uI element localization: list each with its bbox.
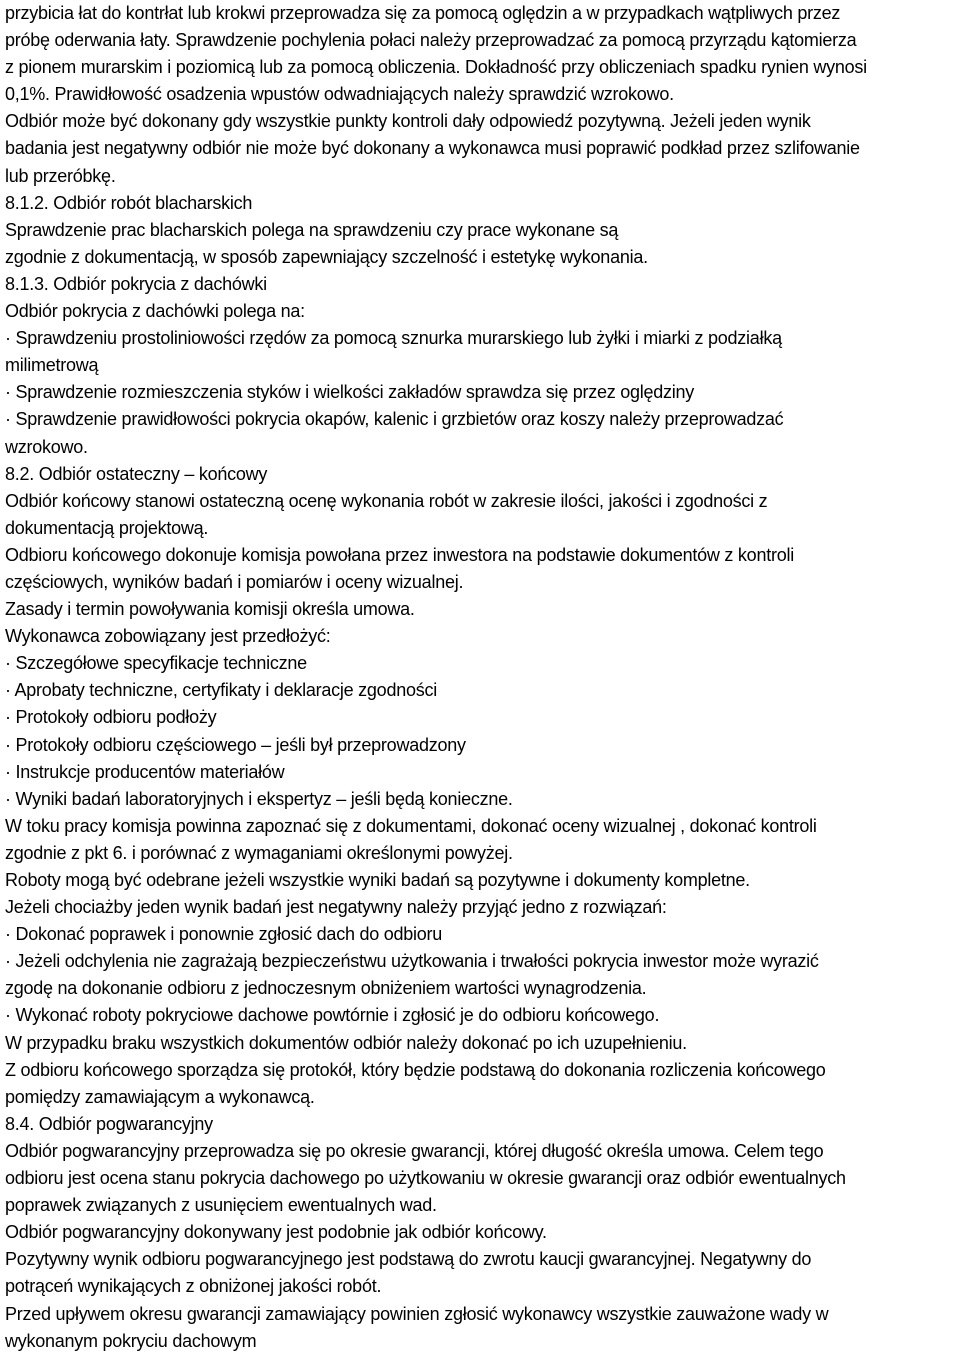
list-item: · Szczegółowe specyfikacje techniczne (5, 653, 307, 674)
list-item: · Protokoły odbioru podłoży (5, 707, 217, 728)
section-heading: 8.4. Odbiór pogwarancyjny (5, 1113, 213, 1134)
text-line: Odbiór pokrycia z dachówki polega na: (5, 301, 305, 322)
text-line: Pozytywny wynik odbioru pogwarancyjnego jest podstawą do zwrotu kaucji gwarancyjnej. Negatywny do (5, 1249, 812, 1270)
text-line: próbę oderwania łaty. Sprawdzenie pochylenia połaci należy przeprowadzać za pomocą przyrządu kątomierza (5, 30, 857, 51)
text-line: odbioru jest ocena stanu pokrycia dachowego po użytkowaniu w okresie gwarancji oraz odbiór ewentualnych (5, 1168, 846, 1189)
text-line: częściowych, wyników badań i pomiarów i oceny wizualnej. (5, 571, 464, 592)
text-line: Wykonawca zobowiązany jest przedłożyć: (5, 626, 331, 647)
list-item: · Aprobaty techniczne, certyfikaty i deklaracje zgodności (5, 680, 437, 701)
text-line: Odbiór pogwarancyjny przeprowadza się po okresie gwarancji, której długość określa umowa. Celem tego (5, 1140, 824, 1161)
section-heading: 8.2. Odbiór ostateczny – końcowy (5, 463, 268, 484)
list-item: · Wykonać roboty pokryciowe dachowe powtórnie i zgłosić je do odbioru końcowego. (5, 1005, 660, 1026)
text-line: przybicia łat do kontrłat lub krokwi przeprowadza się za pomocą oględzin a w przypadkach wątpliwych przez (5, 3, 841, 23)
text-line: 0,1%. Prawidłowość osadzenia wpustów odwadniających należy sprawdzić wzrokowo. (5, 84, 674, 105)
list-item: · Sprawdzenie prawidłowości pokrycia okapów, kalenic i grzbietów oraz koszy należy przeprowadzać (5, 409, 784, 430)
list-item-continuation: milimetrową (5, 355, 99, 376)
text-line: Odbioru końcowego dokonuje komisja powołana przez inwestora na podstawie dokumentów z kontroli (5, 544, 794, 565)
text-line: wykonanym pokryciu dachowym (5, 1330, 257, 1351)
text-line: poprawek związanych z usunięciem ewentualnych wad. (5, 1195, 437, 1216)
text-line: Odbiór może być dokonany gdy wszystkie punkty kontroli dały odpowiedź pozytywną. Jeżeli jeden wynik (5, 111, 811, 132)
text-line: Przed upływem okresu gwarancji zamawiający powinien zgłosić wykonawcy wszystkie zauważone wady w (5, 1303, 829, 1324)
text-line: Sprawdzenie prac blacharskich polega na sprawdzeniu czy prace wykonane są (5, 219, 619, 240)
text-line: zgodnie z dokumentacją, w sposób zapewniający szczelność i estetykę wykonania. (5, 246, 648, 267)
text-line: potrąceń wynikających z obniżonej jakości robót. (5, 1276, 382, 1297)
list-item: · Jeżeli odchylenia nie zagrażają bezpieczeństwu użytkowania i trwałości pokrycia inwestor może wyrazić (5, 951, 819, 972)
section-heading: 8.1.2. Odbiór robót blacharskich (5, 192, 253, 213)
text-line: Odbiór końcowy stanowi ostateczną ocenę wykonania robót w zakresie ilości, jakości i zgodności z (5, 490, 768, 511)
text-line: z pionem murarskim i poziomicą lub za pomocą obliczenia. Dokładność przy obliczeniach spadku rynien wynosi (5, 57, 867, 78)
text-line: dokumentacją projektową. (5, 517, 209, 538)
text-line: pomiędzy zamawiającym a wykonawcą. (5, 1086, 315, 1107)
text-line: Z odbioru końcowego sporządza się protokół, który będzie podstawą do dokonania rozliczenia końcowego (5, 1059, 826, 1080)
list-item: · Wyniki badań laboratoryjnych i ekspertyz – jeśli będą konieczne. (5, 788, 513, 809)
list-item: · Dokonać poprawek i ponownie zgłosić dach do odbioru (5, 924, 443, 945)
text-line: W przypadku braku wszystkich dokumentów odbiór należy dokonać po ich uzupełnieniu. (5, 1032, 687, 1053)
text-line: lub przeróbkę. (5, 165, 116, 186)
list-item: · Sprawdzeniu prostoliniowości rzędów za pomocą sznurka murarskiego lub żyłki i miarki z podziałką (5, 328, 782, 349)
text-line: W toku pracy komisja powinna zapoznać się z dokumentami, dokonać oceny wizualnej , dokonać kontroli (5, 815, 817, 836)
text-line: badania jest negatywny odbiór nie może być dokonany a wykonawca musi poprawić podkład przez szlifowanie (5, 138, 860, 159)
list-item-continuation: wzrokowo. (5, 436, 88, 457)
list-item: · Instrukcje producentów materiałów (5, 761, 285, 782)
list-item-continuation: zgodę na dokonanie odbioru z jednoczesnym obniżeniem wartości wynagrodzenia. (5, 978, 647, 999)
text-line: Roboty mogą być odebrane jeżeli wszystkie wyniki badań są pozytywne i dokumenty kompletne. (5, 870, 750, 890)
section-heading: 8.1.3. Odbiór pokrycia z dachówki (5, 273, 267, 294)
text-line: Zasady i termin powoływania komisji określa umowa. (5, 599, 415, 620)
text-line: Jeżeli chociażby jeden wynik badań jest negatywny należy przyjąć jedno z rozwiązań: (5, 897, 667, 918)
text-line: zgodnie z pkt 6. i porównać z wymaganiami określonymi powyżej. (5, 842, 513, 863)
list-item: · Sprawdzenie rozmieszczenia styków i wielkości zakładów sprawdza się przez oględziny (5, 382, 695, 403)
text-line: Odbiór pogwarancyjny dokonywany jest podobnie jak odbiór końcowy. (5, 1222, 547, 1243)
list-item: · Protokoły odbioru częściowego – jeśli był przeprowadzony (5, 734, 466, 755)
